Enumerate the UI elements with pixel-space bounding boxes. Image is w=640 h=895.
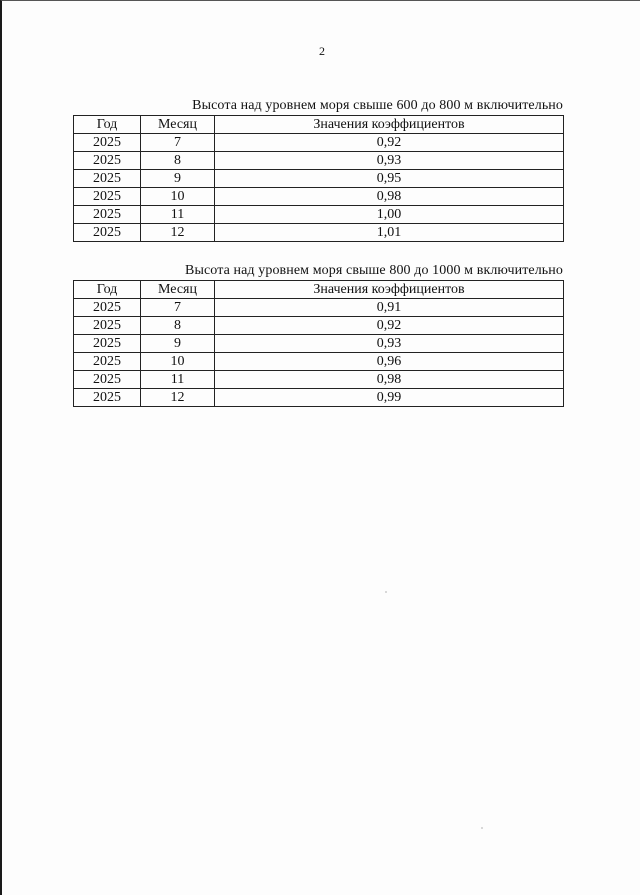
coefficient-table <box>73 280 564 407</box>
year-cell: 2025 <box>74 317 141 335</box>
year-cell: 2025 <box>74 224 141 242</box>
month-cell: 7 <box>141 134 215 152</box>
table-header-row <box>74 281 564 299</box>
value-cell: 0,93 <box>215 335 564 353</box>
month-cell: 10 <box>141 188 215 206</box>
table-row <box>74 188 564 206</box>
table-caption: Высота над уровнем моря свыше 600 до 800 м включительно <box>192 98 563 113</box>
month-cell: 12 <box>141 389 215 407</box>
month-cell: 7 <box>141 299 215 317</box>
value-column-header: Значения коэффициентов <box>215 116 564 134</box>
scan-speck <box>481 827 483 829</box>
table-row <box>74 299 564 317</box>
table-header-row <box>74 116 564 134</box>
value-cell: 0,95 <box>215 170 564 188</box>
year-cell: 2025 <box>74 170 141 188</box>
table-row <box>74 335 564 353</box>
year-cell: 2025 <box>74 134 141 152</box>
year-cell: 2025 <box>74 353 141 371</box>
value-cell: 0,96 <box>215 353 564 371</box>
coefficient-section-800-1000 <box>73 262 563 407</box>
value-cell: 0,91 <box>215 299 564 317</box>
month-column-header: Месяц <box>141 116 215 134</box>
value-cell: 0,93 <box>215 152 564 170</box>
value-cell: 0,98 <box>215 371 564 389</box>
value-cell: 0,92 <box>215 134 564 152</box>
year-cell: 2025 <box>74 335 141 353</box>
month-cell: 11 <box>141 371 215 389</box>
month-column-header: Месяц <box>141 281 215 299</box>
month-cell: 11 <box>141 206 215 224</box>
value-cell: 0,98 <box>215 188 564 206</box>
table-row <box>74 206 564 224</box>
table-row <box>74 152 564 170</box>
month-cell: 8 <box>141 152 215 170</box>
year-cell: 2025 <box>74 152 141 170</box>
value-column-header: Значения коэффициентов <box>215 281 564 299</box>
value-cell: 0,99 <box>215 389 564 407</box>
year-cell: 2025 <box>74 299 141 317</box>
year-cell: 2025 <box>74 188 141 206</box>
year-column-header: Год <box>74 116 141 134</box>
table-caption: Высота над уровнем моря свыше 800 до 1000 м включительно <box>185 263 563 278</box>
coefficient-section-600-800 <box>73 97 563 242</box>
value-cell: 1,00 <box>215 206 564 224</box>
month-cell: 12 <box>141 224 215 242</box>
table-row <box>74 170 564 188</box>
table-row <box>74 389 564 407</box>
year-cell: 2025 <box>74 206 141 224</box>
value-cell: 0,92 <box>215 317 564 335</box>
year-cell: 2025 <box>74 389 141 407</box>
month-cell: 9 <box>141 335 215 353</box>
table-row <box>74 134 564 152</box>
year-column-header: Год <box>74 281 141 299</box>
table-row <box>74 224 564 242</box>
table-row <box>74 353 564 371</box>
month-cell: 8 <box>141 317 215 335</box>
page-number: 2 <box>319 44 325 58</box>
table-row <box>74 371 564 389</box>
table-row <box>74 317 564 335</box>
year-cell: 2025 <box>74 371 141 389</box>
month-cell: 10 <box>141 353 215 371</box>
value-cell: 1,01 <box>215 224 564 242</box>
month-cell: 9 <box>141 170 215 188</box>
scan-speck <box>385 591 387 593</box>
coefficient-table <box>73 115 564 242</box>
